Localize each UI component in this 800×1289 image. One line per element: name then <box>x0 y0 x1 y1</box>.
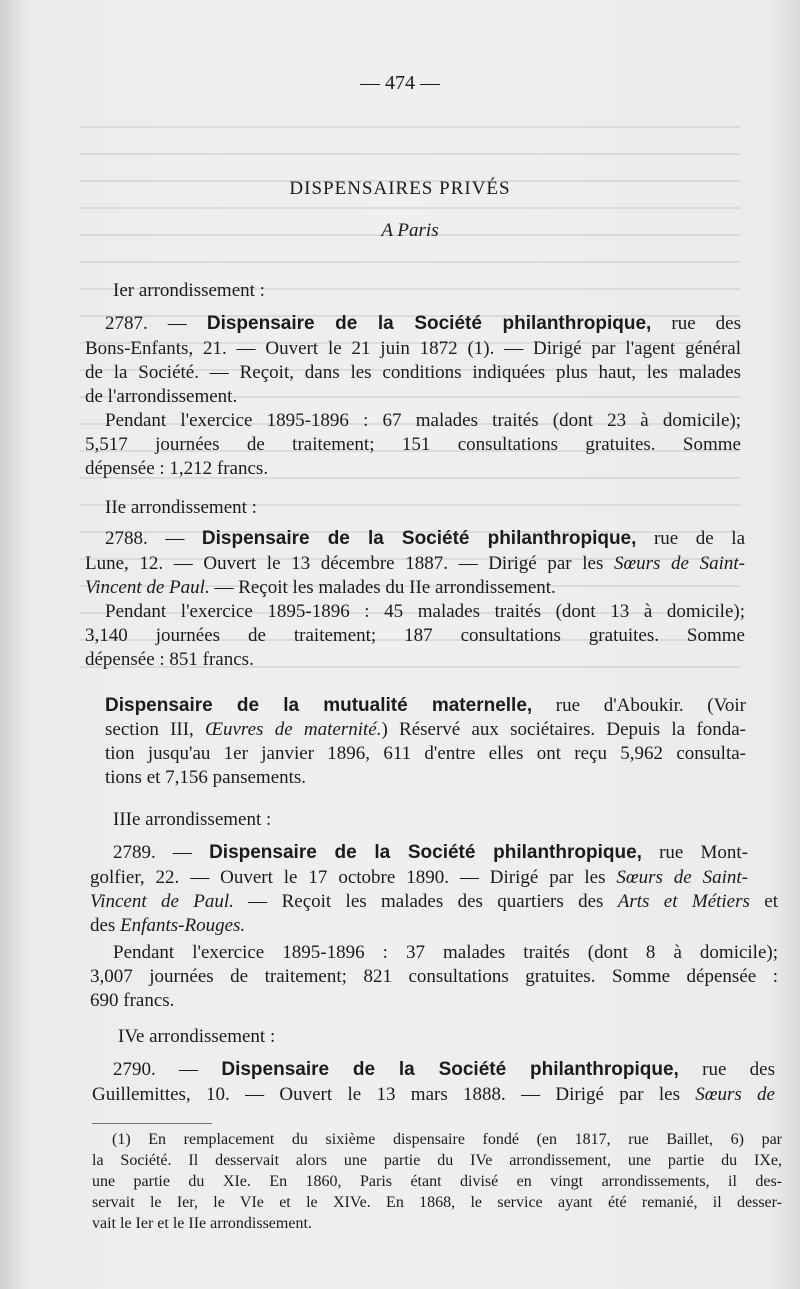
footnote-line-5: vait le Ier et le IIe arrondissement. <box>92 1215 312 1232</box>
entry-italic-text: Vincent de Paul. <box>90 891 234 912</box>
entry-2789-line-1 <box>113 841 748 865</box>
entry-italic-text: Œuvres de maternité. <box>205 719 382 740</box>
entry-2788-line-5: 3,140 journées de traitement; 187 consultations gratuites. Somme <box>85 625 745 646</box>
entry-number: 2790. — <box>113 1059 222 1080</box>
entry-text: rue des <box>651 313 741 334</box>
entry-2787-line-2: Bons-Enfants, 21. — Ouvert le 21 juin 1872 (1). — Dirigé par l'agent général <box>85 338 741 359</box>
entry-text: Lune, 12. — Ouvert le 13 décembre 1887. — Dirigé par les <box>85 553 614 574</box>
entry-2789-line-6: 3,007 journées de traitement; 821 consultations gratuites. Somme dépensée : <box>90 966 778 987</box>
entry-2788-line-2 <box>85 552 745 576</box>
entry-2788-line-3 <box>85 576 556 600</box>
footnote-line-2: la Société. Il desservait alors une partie du IVe arrondissement, une partie du IXe, <box>92 1152 782 1169</box>
entry-2787-line-1 <box>105 312 741 336</box>
entry-number: 2787. — <box>105 313 207 334</box>
entry-2787-line-5: Pendant l'exercice 1895-1896 : 67 malades traités (dont 23 à domicile); <box>105 410 741 431</box>
entry-text: ) Réservé aux sociétaires. Depuis la fonda- <box>381 719 746 740</box>
entry-2787-line-4: de l'arrondissement. <box>85 386 238 407</box>
arrondissement-heading-2: IIe arrondissement : <box>105 497 257 518</box>
footnote-divider <box>92 1123 212 1124</box>
footnote-line-4: servait le Ier, le VIe et le XIVe. En 1868, le service ayant été remanié, il desser- <box>92 1194 782 1211</box>
entry-text: Guillemittes, 10. — Ouvert le 13 mars 1888. — Dirigé par les <box>92 1084 696 1105</box>
entry-text: rue d'Aboukir. (Voir <box>532 695 746 716</box>
mutualite-line-1 <box>105 694 746 718</box>
entry-number: 2788. — <box>105 528 202 549</box>
entry-2788-line-4: Pendant l'exercice 1895-1896 : 45 malades traités (dont 13 à domicile); <box>105 601 745 622</box>
entry-italic-text: Sœurs de Saint- <box>613 553 745 574</box>
entry-text: section III, <box>105 719 206 740</box>
page-number: — 474 — <box>360 72 440 94</box>
entry-2790-line-2 <box>92 1083 775 1107</box>
entry-title: Dispensaire de la Société philanthropique, <box>209 842 642 863</box>
arrondissement-heading-1: Ier arrondissement : <box>113 280 265 301</box>
entry-italic-text: Sœurs de Saint- <box>616 867 749 888</box>
entry-text: rue des <box>678 1059 775 1080</box>
entry-2789-line-2 <box>90 866 748 890</box>
entry-2789-line-5: Pendant l'exercice 1895-1896 : 37 malades traités (dont 8 à domicile); <box>113 942 778 963</box>
entry-italic-text: Enfants-Rouges. <box>120 915 246 936</box>
entry-text: et <box>749 891 778 912</box>
entry-text: rue Mont- <box>641 842 749 863</box>
arrondissement-heading-4: IVe arrondissement : <box>118 1026 276 1047</box>
entry-2787-line-3: de la Société. — Reçoit, dans les conditions indiquées plus haut, les malades <box>85 362 741 383</box>
entry-text: des <box>90 915 121 936</box>
entry-text: — Reçoit les malades du IIe arrondissement. <box>209 577 556 598</box>
entry-2789-line-4 <box>90 914 245 938</box>
entry-italic-text: Sœurs de <box>695 1084 775 1105</box>
mutualite-line-2 <box>105 718 746 742</box>
entry-2788-line-1 <box>105 527 745 551</box>
entry-title: Dispensaire de la Société philanthropique, <box>201 528 637 549</box>
entry-text: — Reçoit les malades des quartiers des <box>233 891 618 912</box>
mutualite-line-4: tions et 7,156 pansements. <box>105 767 307 788</box>
entry-title: Dispensaire de la Société philanthropique, <box>206 313 652 334</box>
page-subtitle: A Paris <box>381 220 439 241</box>
entry-2789-line-3 <box>90 890 778 914</box>
entry-italic-text: Vincent de Paul. <box>85 577 210 598</box>
entry-text: golfier, 22. — Ouvert le 17 octobre 1890. — Dirigé par les <box>90 867 617 888</box>
entry-2789-line-7: 690 francs. <box>90 990 175 1011</box>
entry-title: Dispensaire de la mutualité maternelle, <box>105 695 533 716</box>
footnote-line-1: (1) En remplacement du sixième dispensaire fondé (en 1817, rue Baillet, 6) par <box>112 1131 782 1148</box>
page-title: DISPENSAIRES PRIVÉS <box>289 178 511 199</box>
mutualite-line-3: tion jusqu'au 1er janvier 1896, 611 d'entre elles ont reçu 5,962 consulta- <box>105 743 746 764</box>
entry-2787-line-7: dépensée : 1,212 francs. <box>85 458 269 479</box>
entry-title: Dispensaire de la Société philanthropique, <box>221 1059 679 1080</box>
entry-number: 2789. — <box>113 842 210 863</box>
entry-text: rue de la <box>636 528 746 549</box>
entry-2788-line-6: dépensée : 851 francs. <box>85 649 254 670</box>
entry-2787-line-6: 5,517 journées de traitement; 151 consultations gratuites. Somme <box>85 434 741 455</box>
entry-italic-text: Arts et Métiers <box>617 891 750 912</box>
arrondissement-heading-3: IIIe arrondissement : <box>113 809 272 830</box>
entry-2790-line-1 <box>113 1058 775 1082</box>
footnote-line-3: une partie du XIe. En 1860, Paris étant divisé en vingt arrondissements, il des- <box>92 1173 782 1190</box>
